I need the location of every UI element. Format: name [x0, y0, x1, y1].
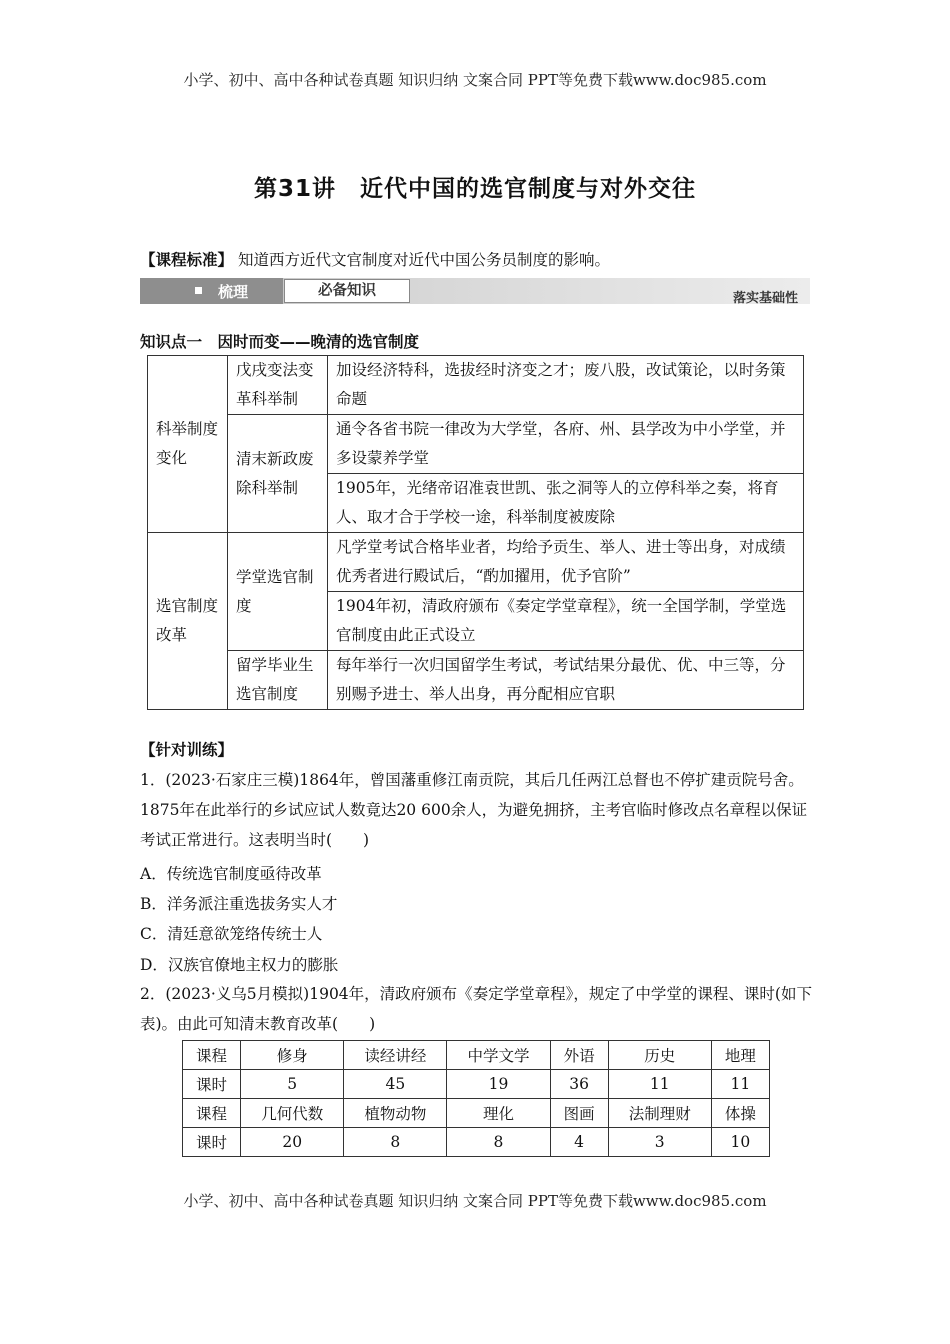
table-row [183, 1099, 770, 1128]
question-source: (2023·石家庄三模) [165, 771, 300, 789]
option-c[interactable]: C．清廷意欲笼络传统士人 [140, 925, 323, 943]
table-cell: 36 [550, 1070, 608, 1099]
header-text: 小学、初中、高中各种试卷真题 知识归纳 文案合同 PPT等免费下载 [183, 71, 633, 89]
table-cell: 4 [550, 1128, 608, 1157]
table-cell: 45 [344, 1070, 447, 1099]
detail-cell: 通令各省书院一律改为大学堂，各府、州、县学改为中小学堂，并多设蒙养学堂 [328, 415, 804, 474]
drill-label: 【针对训练】 [140, 741, 234, 759]
table-cell: 读经讲经 [344, 1041, 447, 1070]
table-cell: 20 [241, 1128, 344, 1157]
question-text: 1864年，曾国藩重修江南贡院，其后几任两江总督也不停扩建贡院号舍。1875年在此举行的乡试应试人数竟达20 600余人，为避免拥挤，主考官临时修改点名章程以保证考试正常进行。这表明当时( ) [140, 771, 808, 849]
detail-cell: 凡学堂考试合格毕业者，均给予贡生、举人、进士等出身，对成绩优秀者进行殿试后，“酌加擢用，优予官阶” [328, 533, 804, 592]
header-site[interactable]: www.doc985.com [632, 71, 767, 89]
question-1 [140, 765, 812, 855]
subgroup-cell: 留学毕业生选官制度 [228, 651, 328, 710]
table-cell: 图画 [550, 1099, 608, 1128]
table-row [148, 533, 804, 592]
square-icon [195, 287, 202, 294]
knowledge-point-title: 知识点一 因时而变——晚清的选官制度 [140, 333, 420, 351]
table-row [183, 1128, 770, 1157]
question-source: (2023·义乌5月模拟) [165, 985, 310, 1003]
detail-cell: 每年举行一次归国留学生考试，考试结果分最优、优、中三等，分别赐予进士、举人出身，再分配相应官职 [328, 651, 804, 710]
table-cell: 法制理财 [608, 1099, 711, 1128]
course-standard-label: 【课程标准】 [140, 251, 234, 269]
banner-sort-label: 梳理 [218, 283, 249, 301]
question-text: 1904年，清政府颁布《奏定学堂章程》，规定了中学堂的课程、课时(如下表)。由此可知清末教育改革( ) [140, 985, 812, 1033]
table-cell: 几何代数 [241, 1099, 344, 1128]
course-table [182, 1040, 770, 1157]
question-number: 1． [140, 771, 166, 789]
table-row [148, 651, 804, 710]
table-cell: 课时 [183, 1070, 241, 1099]
section-banner [140, 278, 810, 304]
table-row [148, 356, 804, 415]
footer-text: 小学、初中、高中各种试卷真题 知识归纳 文案合同 PPT等免费下载 [183, 1192, 633, 1210]
banner-need-label: 必备知识 [284, 279, 410, 303]
page-footer [0, 1190, 950, 1211]
table-row [148, 415, 804, 474]
group-cell: 选官制度改革 [148, 533, 228, 710]
detail-cell: 加设经济特科，选拔经时济变之才；废八股，改试策论，以时务策命题 [328, 356, 804, 415]
table-cell: 体操 [711, 1099, 769, 1128]
table-cell: 3 [608, 1128, 711, 1157]
table-cell: 外语 [550, 1041, 608, 1070]
course-standard [140, 248, 610, 270]
option-a[interactable]: A．传统选官制度亟待改革 [140, 865, 322, 883]
table-cell: 地理 [711, 1041, 769, 1070]
table-cell: 植物动物 [344, 1099, 447, 1128]
course-standard-text: 知道西方近代文官制度对近代中国公务员制度的影响。 [237, 251, 610, 269]
group-cell: 科举制度变化 [148, 356, 228, 533]
subgroup-cell: 清末新政废除科举制 [228, 415, 328, 533]
banner-dark-block [140, 278, 283, 304]
knowledge-table [147, 355, 804, 710]
table-cell: 历史 [608, 1041, 711, 1070]
table-cell: 课时 [183, 1128, 241, 1157]
table-cell: 11 [608, 1070, 711, 1099]
table-cell: 中学文学 [447, 1041, 550, 1070]
table-row [183, 1041, 770, 1070]
question-2 [140, 979, 812, 1039]
table-cell: 10 [711, 1128, 769, 1157]
table-row [183, 1070, 770, 1099]
page-title: 第31讲 近代中国的选官制度与对外交往 [253, 176, 696, 202]
page-header [0, 69, 950, 90]
table-cell: 修身 [241, 1041, 344, 1070]
table-cell: 课程 [183, 1041, 241, 1070]
table-cell: 8 [447, 1128, 550, 1157]
footer-site[interactable]: www.doc985.com [632, 1192, 767, 1210]
subgroup-cell: 学堂选官制度 [228, 533, 328, 651]
question-number: 2． [140, 985, 166, 1003]
subgroup-cell: 戊戌变法变革科举制 [228, 356, 328, 415]
table-cell: 8 [344, 1128, 447, 1157]
option-d[interactable]: D．汉族官僚地主权力的膨胀 [140, 956, 339, 974]
detail-cell: 1905年，光绪帝诏准袁世凯、张之洞等人的立停科举之奏，将育人、取才合于学校一途，科举制度被废除 [328, 474, 804, 533]
table-cell: 5 [241, 1070, 344, 1099]
table-cell: 19 [447, 1070, 550, 1099]
table-cell: 理化 [447, 1099, 550, 1128]
detail-cell: 1904年初，清政府颁布《奏定学堂章程》，统一全国学制，学堂选官制度由此正式设立 [328, 592, 804, 651]
table-cell: 课程 [183, 1099, 241, 1128]
option-b[interactable]: B．洋务派注重选拔务实人才 [140, 895, 338, 913]
table-cell: 11 [711, 1070, 769, 1099]
banner-right-label: 落实基础性 [732, 291, 798, 306]
